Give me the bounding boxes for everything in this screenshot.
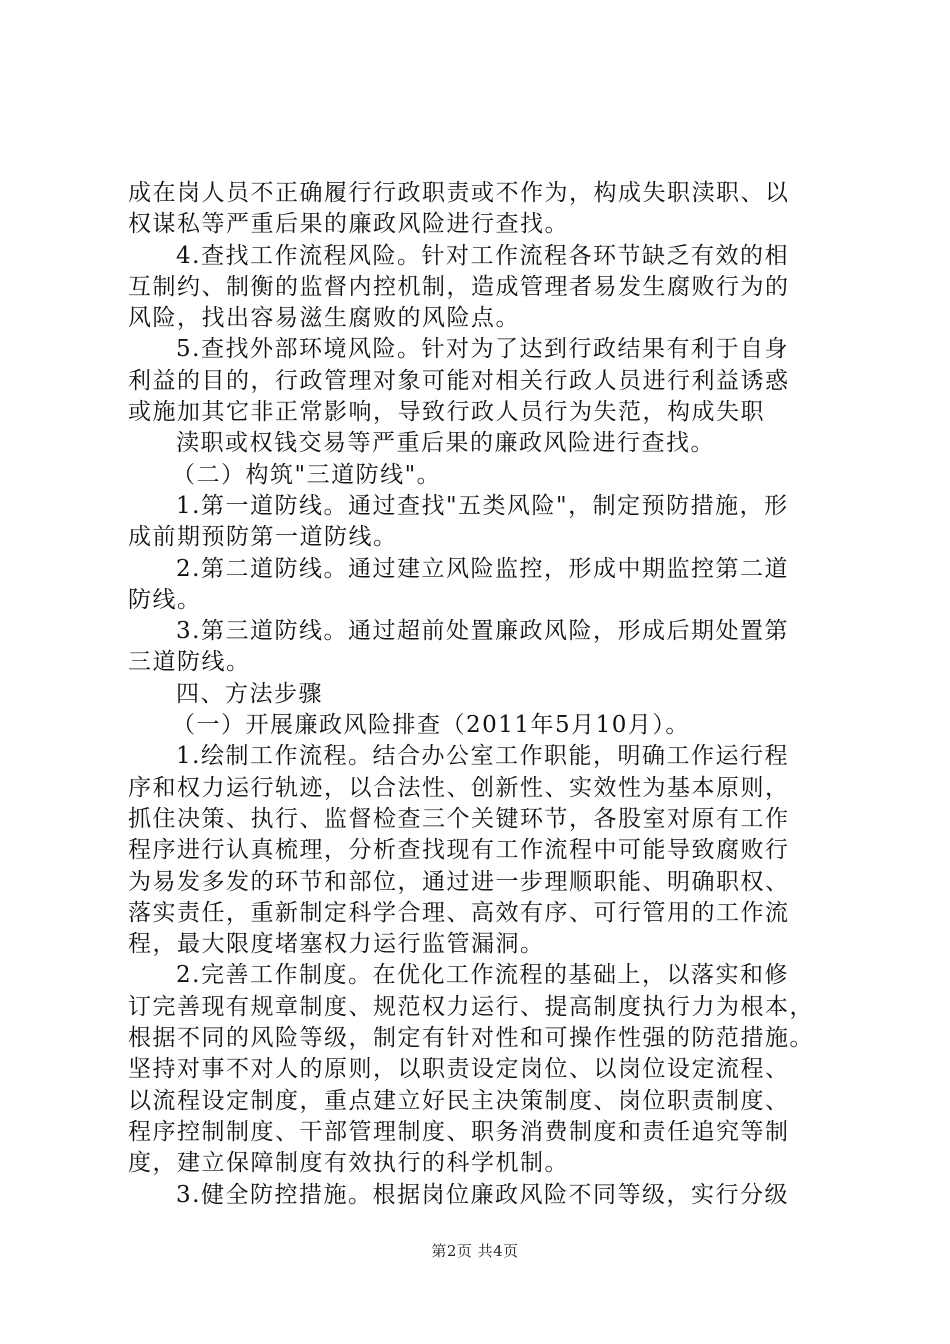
text-line: 度，建立保障制度有效执行的科学机制。 bbox=[128, 1150, 569, 1177]
text-line: 订完善现有规章制度、规范权力运行、提高制度执行力为根本， bbox=[128, 993, 814, 1020]
text-line: 或施加其它非正常影响，导致行政人员行为失范，构成失职 bbox=[128, 399, 765, 426]
text-line: 互制约、制衡的监督内控机制，造成管理者易发生腐败行为的 bbox=[128, 273, 790, 300]
text-line: 防线。 bbox=[128, 586, 202, 613]
text-line: 风险，找出容易滋生腐败的风险点。 bbox=[128, 305, 520, 332]
text-line: 程序进行认真梳理，分析查找现有工作流程中可能导致腐败行 bbox=[128, 837, 790, 864]
section-heading: 四、方法步骤 bbox=[176, 680, 323, 707]
text-line: 为易发多发的环节和部位，通过进一步理顺职能、明确职权、 bbox=[128, 868, 790, 895]
text-line: 权谋私等严重后果的廉政风险进行查找。 bbox=[128, 211, 569, 238]
text-line: 4.查找工作流程风险。针对工作流程各环节缺乏有效的相 bbox=[176, 242, 789, 269]
page-number-footer: 第2页 共4页 bbox=[431, 1242, 519, 1260]
text-line: 根据不同的风险等级，制定有针对性和可操作性强的防范措施。 bbox=[128, 1025, 814, 1052]
text-line: 3.健全防控措施。根据岗位廉政风险不同等级，实行分级 bbox=[176, 1181, 789, 1208]
text-line: 程序控制制度、干部管理制度、职务消费制度和责任追究等制 bbox=[128, 1118, 790, 1145]
text-line: 序和权力运行轨迹，以合法性、创新性、实效性为基本原则， bbox=[128, 774, 790, 801]
section-heading: （二）构筑"三道防线"。 bbox=[172, 461, 442, 488]
text-line: 1.第一道防线。通过查找"五类风险"，制定预防措施，形 bbox=[176, 492, 789, 519]
text-line: 渎职或权钱交易等严重后果的廉政风险进行查找。 bbox=[176, 430, 715, 457]
document-body bbox=[128, 178, 828, 1211]
text-line: 2.完善工作制度。在优化工作流程的基础上，以落实和修 bbox=[176, 962, 789, 989]
text-line: 利益的目的，行政管理对象可能对相关行政人员进行利益诱惑 bbox=[128, 367, 790, 394]
text-line: 2.第二道防线。通过建立风险监控，形成中期监控第二道 bbox=[176, 555, 789, 582]
text-line: 成前期预防第一道防线。 bbox=[128, 524, 398, 551]
text-line: 程，最大限度堵塞权力运行监管漏洞。 bbox=[128, 931, 545, 958]
text-line: 成在岗人员不正确履行行政职责或不作为，构成失职渎职、以 bbox=[128, 180, 790, 206]
text-line: 三道防线。 bbox=[128, 649, 251, 676]
text-line: 坚持对事不对人的原则，以职责设定岗位、以岗位设定流程、 bbox=[128, 1056, 790, 1083]
text-line: 3.第三道防线。通过超前处置廉政风险，形成后期处置第 bbox=[176, 618, 789, 645]
text-line: 1.绘制工作流程。结合办公室工作职能，明确工作运行程 bbox=[176, 743, 789, 770]
text-line: 落实责任，重新制定科学合理、高效有序、可行管用的工作流 bbox=[128, 899, 790, 926]
text-line: 抓住决策、执行、监督检查三个关键环节，各股室对原有工作 bbox=[128, 805, 790, 832]
text-line: 5.查找外部环境风险。针对为了达到行政结果有利于自身 bbox=[176, 336, 789, 363]
text-line: 以流程设定制度，重点建立好民主决策制度、岗位职责制度、 bbox=[128, 1087, 790, 1114]
section-heading: （一）开展廉政风险排查（2011年5月10月）。 bbox=[172, 712, 690, 739]
